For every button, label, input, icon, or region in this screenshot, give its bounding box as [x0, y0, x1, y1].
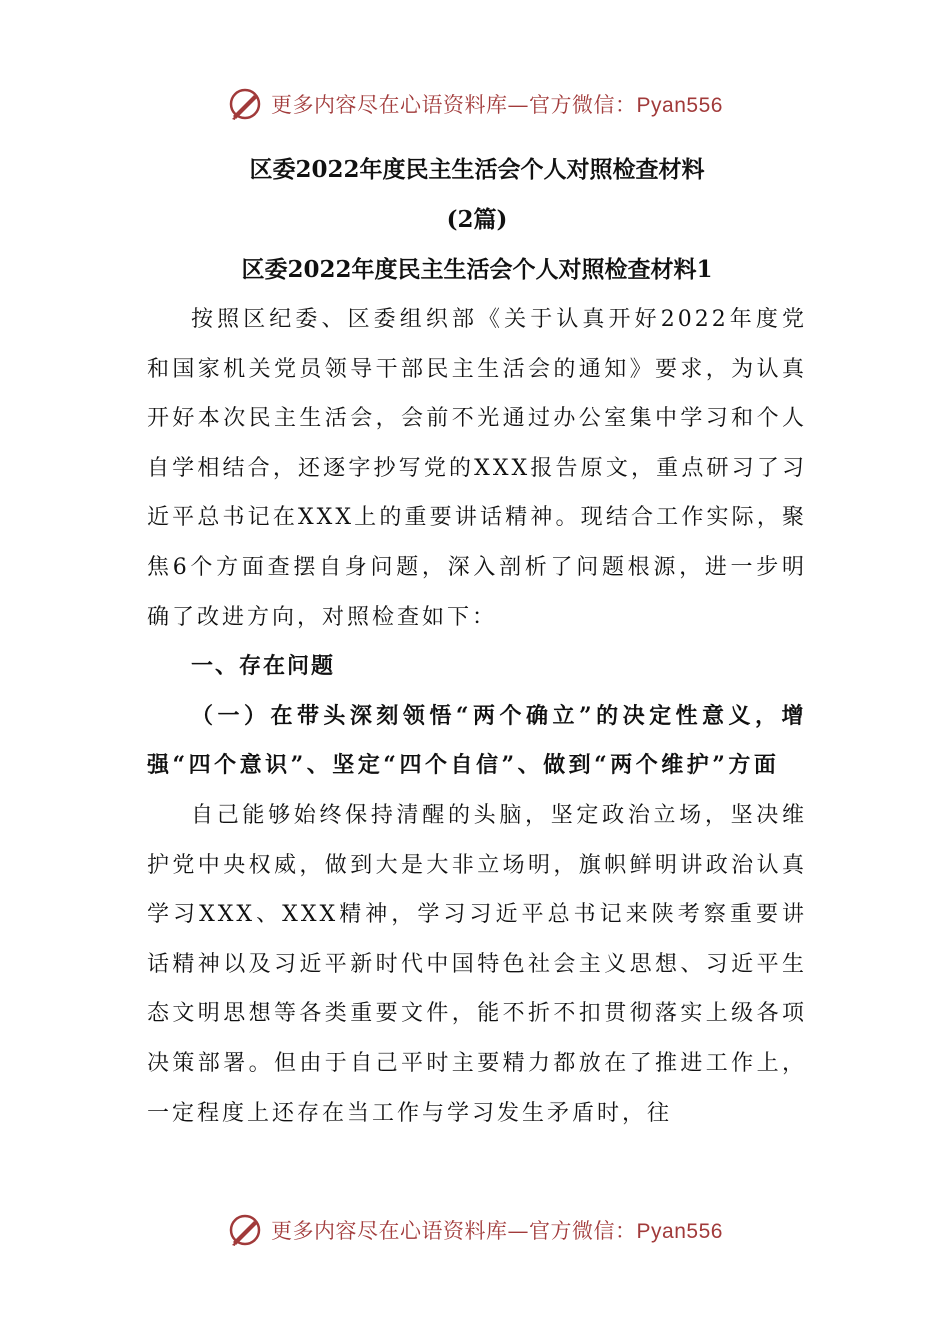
section-title: 区委2022年度民主生活会个人对照检查材料1 — [241, 256, 713, 283]
pen-circle-logo-icon — [227, 1212, 263, 1248]
document-subtitle: (2篇) — [446, 206, 508, 233]
body-paragraph: 自己能够始终保持清醒的头脑，坚定政治立场，坚决维护党中央权威，做到大是大非立场明，旗帜鲜明讲政治认真学习XXX、XXX精神，学习习近平总书记来陕考察重要讲话精神以及习近平新时代中国特色社会主义思想、习近平生态文明思想等各类重要文件，能不折不扣贯彻落实上级各项决策部署。但由于自己平时主要精力都放在了推进工作上，一定程度上还存在当工作与学习发生矛盾时，往 — [147, 802, 807, 1126]
document-body — [147, 145, 807, 1138]
footer-watermark-banner — [0, 1208, 950, 1252]
pen-circle-logo-icon — [227, 86, 263, 122]
watermark-text: 更多内容尽在心语资料库—官方微信：Pyan556 — [271, 93, 723, 117]
header-watermark-banner — [0, 82, 950, 126]
document-title: 区委2022年度民主生活会个人对照检查材料 — [249, 156, 705, 183]
watermark-text: 更多内容尽在心语资料库—官方微信：Pyan556 — [271, 1219, 723, 1243]
subheading-two-establishments: （一）在带头深刻领悟“两个确立”的决定性意义，增强“四个意识”、坚定“四个自信”、做到“两个维护”方面 — [147, 702, 807, 779]
heading-existing-problems: 一、存在问题 — [191, 653, 336, 680]
intro-paragraph: 按照区纪委、区委组织部《关于认真开好2022年度党和国家机关党员领导干部民主生活会的通知》要求，为认真开好本次民主生活会，会前不光通过办公室集中学习和个人自学相结合，还逐字抄写党的XXX报告原文，重点研习了习近平总书记在XXX上的重要讲话精神。现结合工作实际，聚焦6个方面查摆自身问题，深入剖析了问题根源，进一步明确了改进方向，对照检查如下： — [147, 307, 807, 630]
